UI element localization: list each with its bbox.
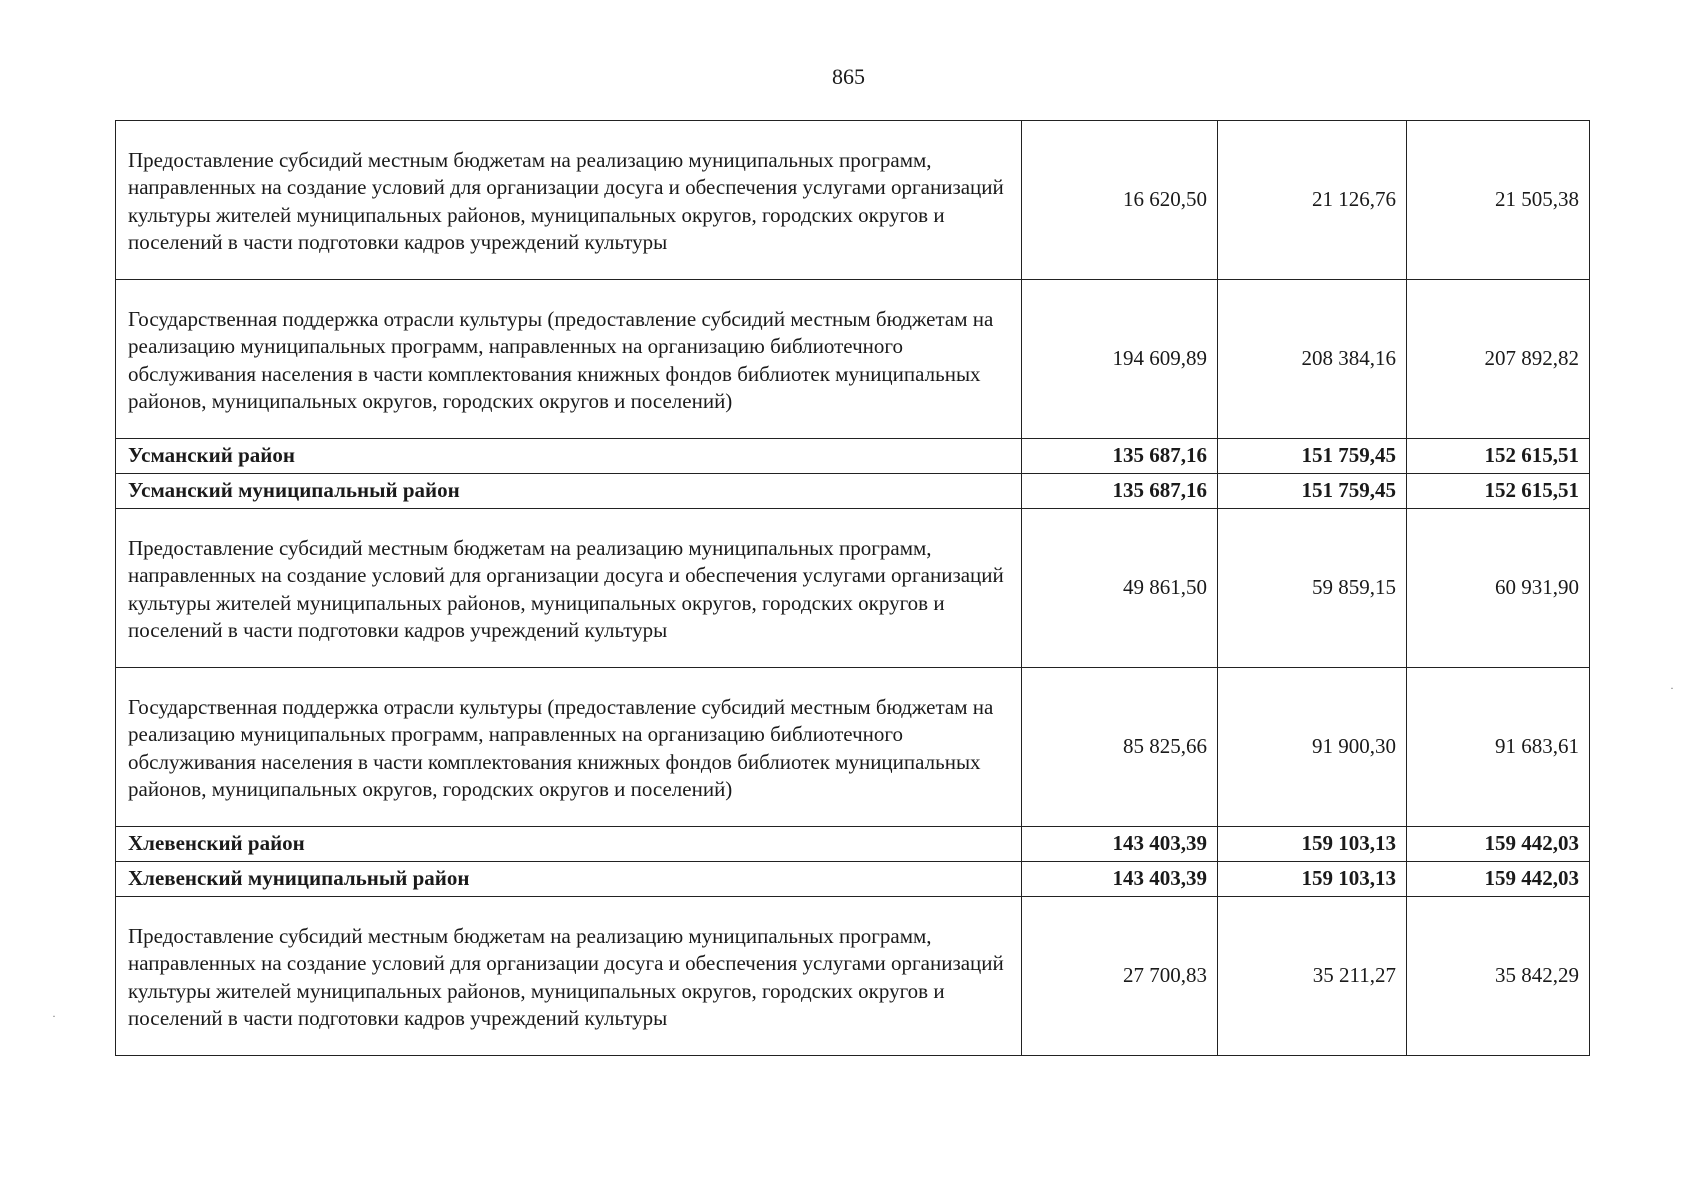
value-year-1: 49 861,50 [1022,509,1218,668]
table-row [116,668,1590,827]
district-total-row [116,474,1590,509]
value-year-1: 194 609,89 [1022,280,1218,439]
value-year-1: 135 687,16 [1022,439,1218,474]
value-year-2: 35 211,27 [1218,897,1407,1056]
value-year-2: 91 900,30 [1218,668,1407,827]
value-year-2: 151 759,45 [1218,439,1407,474]
row-description: Предоставление субсидий местным бюджетам на реализацию муниципальных программ, направленных на создание условий для организации досуга и обеспечения услугами организаций культуры жителей муниципальных районов, муниципальных округов, городских округов и поселений в части подготовки кадров учреждений культуры [116,897,1022,1056]
value-year-1: 143 403,39 [1022,827,1218,862]
row-description: Предоставление субсидий местным бюджетам на реализацию муниципальных программ, направленных на создание условий для организации досуга и обеспечения услугами организаций культуры жителей муниципальных районов, муниципальных округов, городских округов и поселений в части подготовки кадров учреждений культуры [116,121,1022,280]
row-description: Государственная поддержка отрасли культуры (предоставление субсидий местным бюджетам на реализацию муниципальных программ, направленных на организацию библиотечного обслуживания населения в части комплектования книжных фондов библиотек муниципальных районов, муниципальных округов, городских округов и поселений) [116,668,1022,827]
value-year-3: 152 615,51 [1407,439,1590,474]
value-year-3: 159 442,03 [1407,827,1590,862]
row-description: Предоставление субсидий местным бюджетам на реализацию муниципальных программ, направленных на создание условий для организации досуга и обеспечения услугами организаций культуры жителей муниципальных районов, муниципальных округов, городских округов и поселений в части подготовки кадров учреждений культуры [116,509,1022,668]
value-year-2: 151 759,45 [1218,474,1407,509]
table-row [116,280,1590,439]
scan-speck-left: · [52,1009,56,1023]
page-number: 865 [832,64,865,89]
row-description: Государственная поддержка отрасли культуры (предоставление субсидий местным бюджетам на реализацию муниципальных программ, направленных на организацию библиотечного обслуживания населения в части комплектования книжных фондов библиотек муниципальных районов, муниципальных округов, городских округов и поселений) [116,280,1022,439]
value-year-3: 60 931,90 [1407,509,1590,668]
district-total-row [116,439,1590,474]
value-year-2: 159 103,13 [1218,862,1407,897]
value-year-3: 207 892,82 [1407,280,1590,439]
scan-speck-right: · [1670,681,1674,695]
value-year-3: 35 842,29 [1407,897,1590,1056]
value-year-3: 159 442,03 [1407,862,1590,897]
row-description: Хлевенский район [116,827,1022,862]
table-row [116,121,1590,280]
table-row [116,509,1590,668]
value-year-2: 59 859,15 [1218,509,1407,668]
value-year-2: 21 126,76 [1218,121,1407,280]
district-total-row [116,862,1590,897]
value-year-1: 27 700,83 [1022,897,1218,1056]
table-row [116,897,1590,1056]
value-year-1: 135 687,16 [1022,474,1218,509]
value-year-1: 16 620,50 [1022,121,1218,280]
value-year-3: 91 683,61 [1407,668,1590,827]
value-year-3: 21 505,38 [1407,121,1590,280]
value-year-1: 143 403,39 [1022,862,1218,897]
value-year-1: 85 825,66 [1022,668,1218,827]
value-year-2: 159 103,13 [1218,827,1407,862]
budget-table [115,120,1590,1056]
value-year-2: 208 384,16 [1218,280,1407,439]
row-description: Хлевенский муниципальный район [116,862,1022,897]
value-year-3: 152 615,51 [1407,474,1590,509]
district-total-row [116,827,1590,862]
row-description: Усманский муниципальный район [116,474,1022,509]
row-description: Усманский район [116,439,1022,474]
